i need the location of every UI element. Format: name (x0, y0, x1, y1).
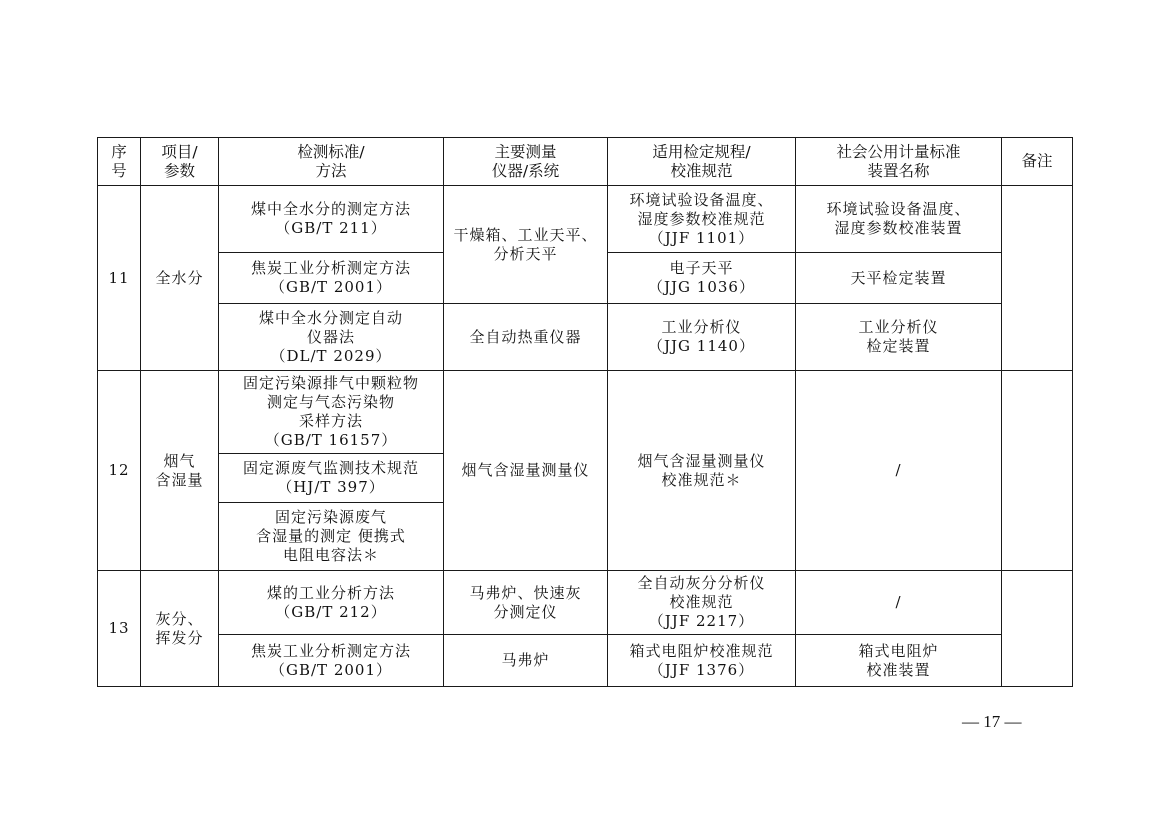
row-number: 12 (98, 371, 141, 571)
table-row (98, 371, 1073, 454)
instrument-cell: 烟气含湿量测量仪 (444, 371, 608, 571)
spec-cell: 全自动灰分分析仪 校准规范 （JJF 2217） (608, 571, 796, 635)
table-row (98, 186, 1073, 253)
spec-cell: 烟气含湿量测量仪 校准规范＊ (608, 371, 796, 571)
header-cell-no: 序 号 (98, 138, 141, 186)
instrument-cell: 全自动热重仪器 (444, 304, 608, 371)
standard-cell: 煤的工业分析方法 （GB/T 212） (219, 571, 444, 635)
row-item: 灰分、 挥发分 (141, 571, 219, 687)
header-row (98, 138, 1073, 186)
table-row (98, 635, 1073, 687)
device-cell: 天平检定装置 (796, 253, 1002, 304)
row-item: 烟气 含湿量 (141, 371, 219, 571)
standard-cell: 固定源废气监测技术规范 （HJ/T 397） (219, 454, 444, 503)
header-cell-spec: 适用检定规程/ 校准规范 (608, 138, 796, 186)
table-row (98, 304, 1073, 371)
instrument-cell: 干燥箱、工业天平、 分析天平 (444, 186, 608, 304)
standard-cell: 焦炭工业分析测定方法 （GB/T 2001） (219, 635, 444, 687)
standard-cell: 煤中全水分的测定方法 （GB/T 211） (219, 186, 444, 253)
spec-cell: 工业分析仪 （JJG 1140） (608, 304, 796, 371)
header-cell-device: 社会公用计量标准 装置名称 (796, 138, 1002, 186)
remark-cell (1002, 186, 1073, 371)
row-number: 11 (98, 186, 141, 371)
remark-cell (1002, 571, 1073, 687)
header-cell-remark: 备注 (1002, 138, 1073, 186)
header-cell-instrument: 主要测量 仪器/系统 (444, 138, 608, 186)
spec-cell: 箱式电阻炉校准规范 （JJF 1376） (608, 635, 796, 687)
header-cell-item: 项目/ 参数 (141, 138, 219, 186)
row-item: 全水分 (141, 186, 219, 371)
spec-cell: 环境试验设备温度、 湿度参数校准规范 （JJF 1101） (608, 186, 796, 253)
row-number: 13 (98, 571, 141, 687)
table-row (98, 571, 1073, 635)
device-cell: / (796, 571, 1002, 635)
device-cell: / (796, 371, 1002, 571)
device-cell: 工业分析仪 检定装置 (796, 304, 1002, 371)
header-cell-standard: 检测标准/ 方法 (219, 138, 444, 186)
instrument-cell: 马弗炉 (444, 635, 608, 687)
page-number: — 17 — (962, 712, 1022, 731)
standard-cell: 固定污染源排气中颗粒物 测定与气态污染物 采样方法 （GB/T 16157） (219, 371, 444, 454)
instrument-cell: 马弗炉、快速灰 分测定仪 (444, 571, 608, 635)
calibration-table (97, 137, 1073, 687)
device-cell: 箱式电阻炉 校准装置 (796, 635, 1002, 687)
standard-cell: 焦炭工业分析测定方法 （GB/T 2001） (219, 253, 444, 304)
standard-cell: 煤中全水分测定自动 仪器法 （DL/T 2029） (219, 304, 444, 371)
spec-cell: 电子天平 （JJG 1036） (608, 253, 796, 304)
remark-cell (1002, 371, 1073, 571)
device-cell: 环境试验设备温度、 湿度参数校准装置 (796, 186, 1002, 253)
standard-cell: 固定污染源废气 含湿量的测定 便携式 电阻电容法＊ (219, 503, 444, 571)
